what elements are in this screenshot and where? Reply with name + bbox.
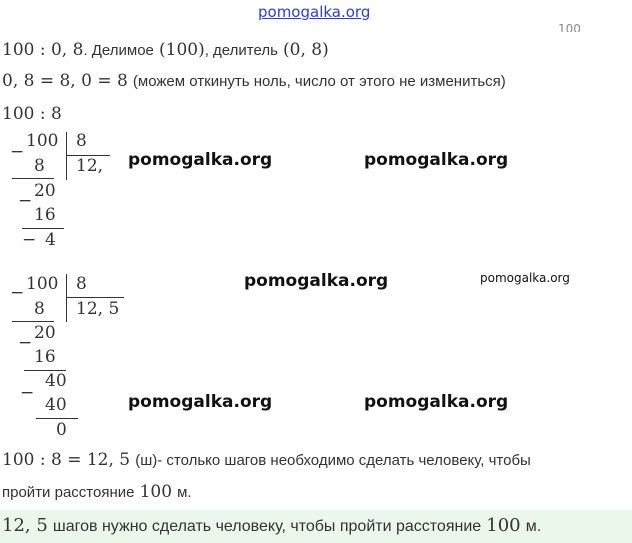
divisor-underline <box>66 297 124 298</box>
expression: 100 : 0, 8 <box>2 40 84 60</box>
quotient: 12, <box>76 156 104 176</box>
subtrahend-3: 40 <box>45 395 67 415</box>
minus-sign: − <box>18 191 33 211</box>
expression: 0, 8 = 8, 0 = 8 <box>2 71 128 91</box>
minus-sign: − <box>20 383 35 403</box>
watermark: pomogalka.org <box>128 150 273 170</box>
divisor-label: , делитель <box>204 42 278 59</box>
rule-1 <box>12 178 54 179</box>
distance-value: 100 <box>139 482 173 502</box>
statement-line-2 <box>2 71 506 91</box>
result-line-2 <box>2 482 192 502</box>
remainder-1: 20 <box>34 323 56 343</box>
rule-2 <box>22 228 64 229</box>
rule-3 <box>36 418 78 419</box>
minus-sign: − <box>10 142 25 162</box>
dividend-label: . Делимое <box>83 42 154 59</box>
result-text-2: пройти расстояние <box>2 484 135 501</box>
rule-1 <box>12 321 54 322</box>
result-expression: 100 : 8 = 12, 5 <box>2 450 131 470</box>
answer-line <box>2 515 541 536</box>
subtrahend-2: 16 <box>34 347 56 367</box>
watermark: pomogalka.org <box>364 150 509 170</box>
dividend: 100 <box>26 131 59 151</box>
watermark: pomogalka.org <box>244 271 389 291</box>
divisor-value: (0, 8) <box>283 40 329 60</box>
minus-sign: − <box>22 230 37 250</box>
subtrahend-1: 8 <box>34 299 45 319</box>
statement-line-1 <box>2 40 329 60</box>
dividend-value: (100) <box>159 40 205 60</box>
remainder-2: 4 <box>45 230 56 250</box>
minus-sign: − <box>10 283 25 303</box>
divisor: 8 <box>76 131 87 151</box>
statement-line-3: 100 : 8 <box>2 104 62 124</box>
watermark: pomogalka.org <box>364 392 509 412</box>
minus-sign: − <box>18 333 33 353</box>
watermark: pomogalka.org <box>128 392 273 412</box>
site-link[interactable]: pomogalka.org <box>258 3 371 21</box>
answer-number: 12, 5 <box>2 515 48 536</box>
watermark-small: pomogalka.org <box>480 271 570 285</box>
subtrahend-2: 16 <box>34 205 56 225</box>
explanation-text: (можем откинуть ноль, число от этого не измениться) <box>132 73 506 90</box>
result-line-1 <box>2 450 531 470</box>
subtrahend-1: 8 <box>34 156 45 176</box>
division-vertical-bar <box>66 132 67 180</box>
remainder-3: 0 <box>56 420 67 440</box>
division-vertical-bar <box>66 274 67 322</box>
answer-unit: м. <box>525 518 542 535</box>
dividend: 100 <box>26 274 59 294</box>
remainder-2: 40 <box>45 371 67 391</box>
cut-off-mark: 100 <box>558 22 581 32</box>
divisor: 8 <box>76 274 87 294</box>
remainder-1: 20 <box>34 181 56 201</box>
answer-text: шагов нужно сделать человеку, чтобы пройти расстояние <box>52 518 482 535</box>
unit-label: м. <box>177 484 192 501</box>
answer-distance: 100 <box>486 515 521 536</box>
answer-box <box>0 510 632 543</box>
result-text: (ш)- столько шагов необходимо сделать человеку, чтобы <box>135 452 531 469</box>
quotient: 12, 5 <box>76 299 120 319</box>
